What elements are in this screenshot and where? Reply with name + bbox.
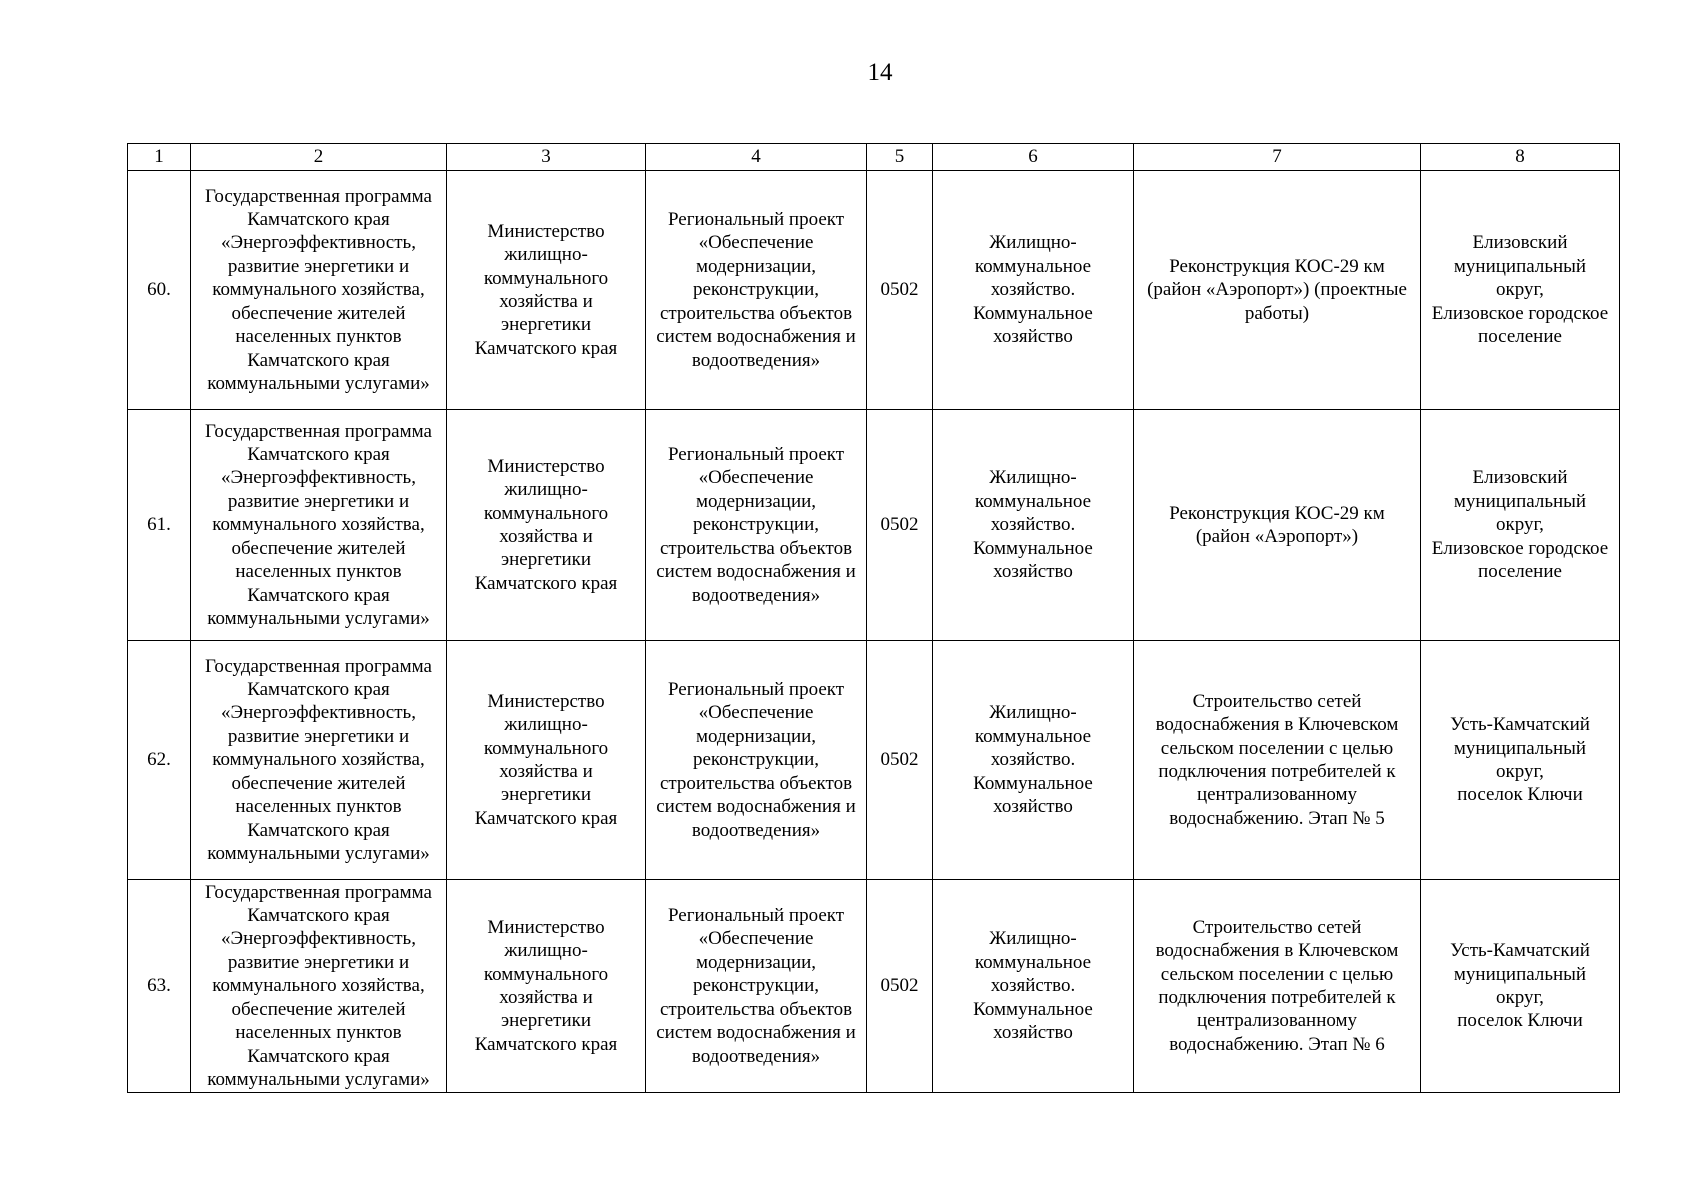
section-cell: Жилищно- коммунальное хозяйство. Коммунальное хозяйство: [933, 641, 1134, 880]
column-header: 7: [1134, 144, 1421, 171]
table-row: [128, 171, 1620, 410]
row-number: 61.: [128, 410, 191, 641]
object-cell: Строительство сетей водоснабжения в Ключевском сельском поселении с целью подключения потребителей к централизованному водоснабжению. Этап № 5: [1134, 641, 1421, 880]
page-number: 14: [867, 59, 893, 86]
table-row: [128, 410, 1620, 641]
column-header: 1: [128, 144, 191, 171]
column-header: 2: [191, 144, 447, 171]
section-cell: Жилищно- коммунальное хозяйство. Коммунальное хозяйство: [933, 410, 1134, 641]
code-cell: 0502: [867, 641, 933, 880]
column-header: 5: [867, 144, 933, 171]
data-table: [127, 143, 1620, 1093]
project-cell: Региональный проект «Обеспечение модернизации, реконструкции, строительства объектов систем водоснабжения и водоотведения»: [646, 641, 867, 880]
object-cell: Реконструкция КОС-29 км (район «Аэропорт»): [1134, 410, 1421, 641]
object-cell: Строительство сетей водоснабжения в Ключевском сельском поселении с целью подключения потребителей к централизованному водоснабжению. Этап № 6: [1134, 880, 1421, 1093]
location-cell: Елизовский муниципальный округ, Елизовское городское поселение: [1421, 410, 1620, 641]
ministry-cell: Министерство жилищно- коммунального хозяйства и энергетики Камчатского края: [447, 171, 646, 410]
project-cell: Региональный проект «Обеспечение модернизации, реконструкции, строительства объектов систем водоснабжения и водоотведения»: [646, 410, 867, 641]
ministry-cell: Министерство жилищно- коммунального хозяйства и энергетики Камчатского края: [447, 641, 646, 880]
section-cell: Жилищно- коммунальное хозяйство. Коммунальное хозяйство: [933, 171, 1134, 410]
section-cell: Жилищно- коммунальное хозяйство. Коммунальное хозяйство: [933, 880, 1134, 1093]
ministry-cell: Министерство жилищно- коммунального хозяйства и энергетики Камчатского края: [447, 410, 646, 641]
project-cell: Региональный проект «Обеспечение модернизации, реконструкции, строительства объектов систем водоснабжения и водоотведения»: [646, 880, 867, 1093]
project-cell: Региональный проект «Обеспечение модернизации, реконструкции, строительства объектов систем водоснабжения и водоотведения»: [646, 171, 867, 410]
code-cell: 0502: [867, 880, 933, 1093]
object-cell: Реконструкция КОС-29 км (район «Аэропорт») (проектные работы): [1134, 171, 1421, 410]
program-cell: Государственная программа Камчатского края «Энергоэффективность, развитие энергетики и коммунального хозяйства, обеспечение жителей населенных пунктов Камчатского края коммунальными услугами»: [191, 410, 447, 641]
column-header: 6: [933, 144, 1134, 171]
column-header: 4: [646, 144, 867, 171]
location-cell: Усть-Камчатский муниципальный округ, поселок Ключи: [1421, 880, 1620, 1093]
row-number: 63.: [128, 880, 191, 1093]
column-header: 3: [447, 144, 646, 171]
code-cell: 0502: [867, 171, 933, 410]
table-header-row: [128, 144, 1620, 171]
column-header: 8: [1421, 144, 1620, 171]
code-cell: 0502: [867, 410, 933, 641]
program-cell: Государственная программа Камчатского края «Энергоэффективность, развитие энергетики и коммунального хозяйства, обеспечение жителей населенных пунктов Камчатского края коммунальными услугами»: [191, 880, 447, 1093]
table-row: [128, 880, 1620, 1093]
row-number: 62.: [128, 641, 191, 880]
ministry-cell: Министерство жилищно- коммунального хозяйства и энергетики Камчатского края: [447, 880, 646, 1093]
table-row: [128, 641, 1620, 880]
program-cell: Государственная программа Камчатского края «Энергоэффективность, развитие энергетики и коммунального хозяйства, обеспечение жителей населенных пунктов Камчатского края коммунальными услугами»: [191, 641, 447, 880]
row-number: 60.: [128, 171, 191, 410]
program-cell: Государственная программа Камчатского края «Энергоэффективность, развитие энергетики и коммунального хозяйства, обеспечение жителей населенных пунктов Камчатского края коммунальными услугами»: [191, 171, 447, 410]
location-cell: Елизовский муниципальный округ, Елизовское городское поселение: [1421, 171, 1620, 410]
location-cell: Усть-Камчатский муниципальный округ, поселок Ключи: [1421, 641, 1620, 880]
